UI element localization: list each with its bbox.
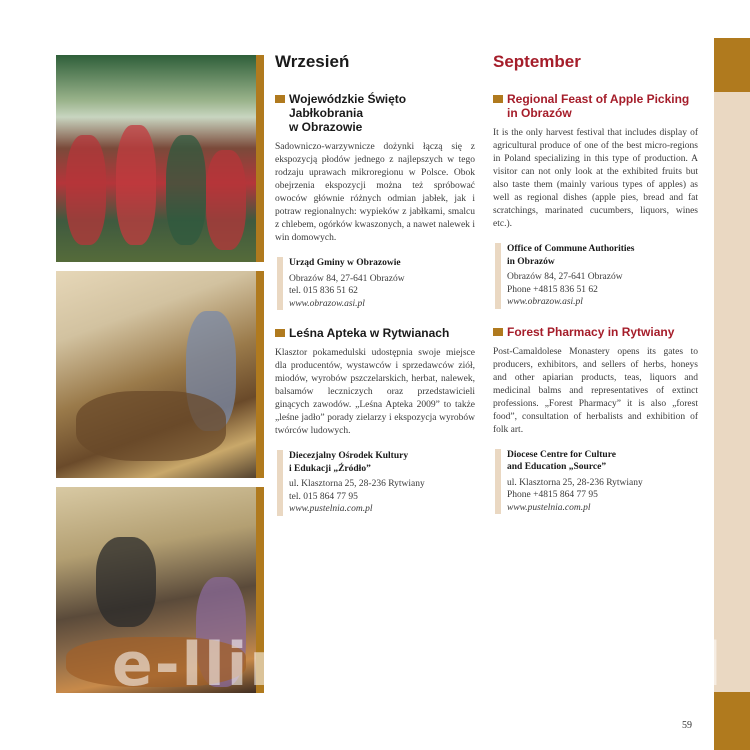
contact-name: Urząd Gminy w Obrazowie — [289, 258, 401, 268]
section-heading — [275, 92, 475, 134]
heading-line: Forest Pharmacy in Rytwiany — [507, 324, 675, 339]
english-column — [493, 50, 698, 530]
contact-block — [493, 449, 698, 515]
photo-herbal-stall — [56, 271, 264, 478]
contact-name: Diecezjalny Ośrodek Kultury — [289, 451, 409, 461]
section-heading — [493, 92, 698, 120]
section-body: Post-Camaldolese Monastery opens its gates to producers, exhibitors, and sellers of herbs, honeys and other apiarian products, teas, liquors and medicinal balms and representatives of extinct professions. „Forest Pharmacy” it is also „forest food”, consultation of herbalists and exhibition of folk art. — [493, 346, 698, 435]
contact-website-link[interactable]: www.obrazow.asi.pl — [289, 298, 365, 309]
contact-address: ul. Klasztorna 25, 28-236 Rytwiany — [507, 477, 643, 488]
contact-name: in Obrazów — [507, 256, 555, 267]
polish-column — [275, 50, 475, 532]
photo-folk-choir — [56, 55, 264, 262]
contact-phone: tel. 015 836 51 62 — [289, 286, 358, 296]
contact-address: Obrazów 84, 27-641 Obrazów — [289, 273, 405, 284]
section-heading — [493, 325, 698, 339]
month-title-polish: Wrzesień — [275, 52, 350, 71]
section-body: Klasztor pokamedulski udostępnia swoje miejsce dla producentów, wystawców i sprzedawców ziół, miodów, wyrobów pszczelarskich, herbat, nalewek, balsamów leczniczych oraz przedstawicieli ginących zawodów. „Leśna Apteka 2009” to także „leśne jadło” porady zielarzy i ekspozycja wyrobów twórców ludowych. — [275, 348, 475, 436]
section-body: It is the only harvest festival that includes display of agricultural produce of one of the best micro-regions in Poland specializing in this type of production. A visitor can not only look at the exhibited fruits but also taste them (mainly various types of apples) as well as regional dishes (apple pies, bread and fat scratchings, marinated cucumbers, liquors, wines etc.). — [493, 128, 698, 229]
contact-address: ul. Klasztorna 25, 28-236 Rytwiany — [289, 479, 425, 489]
contact-name: Diocese Centre for Culture — [507, 449, 616, 460]
contact-phone: tel. 015 864 77 95 — [289, 491, 358, 502]
bullet-square-icon — [493, 95, 503, 103]
contact-bar — [495, 243, 501, 309]
month-title-english: September — [493, 52, 581, 71]
contact-address: Obrazów 84, 27-641 Obrazów — [507, 272, 623, 282]
photo-accent-strip — [256, 55, 264, 262]
bullet-square-icon — [493, 328, 503, 336]
contact-name: i Edukacji „Źródło” — [289, 463, 371, 474]
contact-bar — [277, 257, 283, 310]
contact-block — [493, 243, 698, 309]
page-number: 59 — [682, 720, 692, 731]
heading-line: Wojewódzkie Święto Jabłkobrania — [289, 92, 407, 120]
decorative-tab-top — [714, 38, 750, 92]
contact-phone: Phone +4815 836 51 62 — [507, 284, 598, 295]
contact-phone: Phone +4815 864 77 95 — [507, 490, 598, 500]
watermark-text: e-llinydomowe.pl — [112, 630, 724, 700]
section-body: Sadowniczo-warzywnicze dożynki łączą się z ekspozycją płodów jednego z najlepszych w tego rodzaju uprawach mikroregionu w Polsce. Obok obejrzenia ekspozycji można też spróbować owoców głównie różnych odmian jabłek, jak i potraw regionalnych: wypieków z jabłkami, smalcu z chlebem, ogórków kwaszonych, a nawet nalewek i win domowych. — [275, 142, 475, 243]
contact-bar — [495, 449, 501, 515]
bullet-square-icon — [275, 329, 285, 337]
heading-line: w Obrazowie — [289, 120, 363, 134]
heading-line: Regional Feast of Apple Picking — [507, 92, 690, 106]
bullet-square-icon — [275, 95, 285, 103]
heading-line: Leśna Apteka w Rytwianach — [289, 326, 450, 340]
contact-block — [275, 257, 475, 310]
photo-accent-strip — [256, 271, 264, 478]
contact-name: and Education „Source” — [507, 462, 607, 472]
contact-name: Office of Commune Authorities — [507, 244, 635, 254]
contact-website-link[interactable]: www.obrazow.asi.pl — [507, 297, 583, 307]
contact-website-link[interactable]: www.pustelnia.com.pl — [507, 502, 591, 513]
contact-website-link[interactable]: www.pustelnia.com.pl — [289, 504, 373, 514]
heading-line: in Obrazów — [507, 106, 572, 120]
decorative-tab-bottom — [714, 692, 750, 750]
contact-bar — [277, 450, 283, 516]
contact-block — [275, 450, 475, 516]
section-heading — [275, 326, 475, 340]
